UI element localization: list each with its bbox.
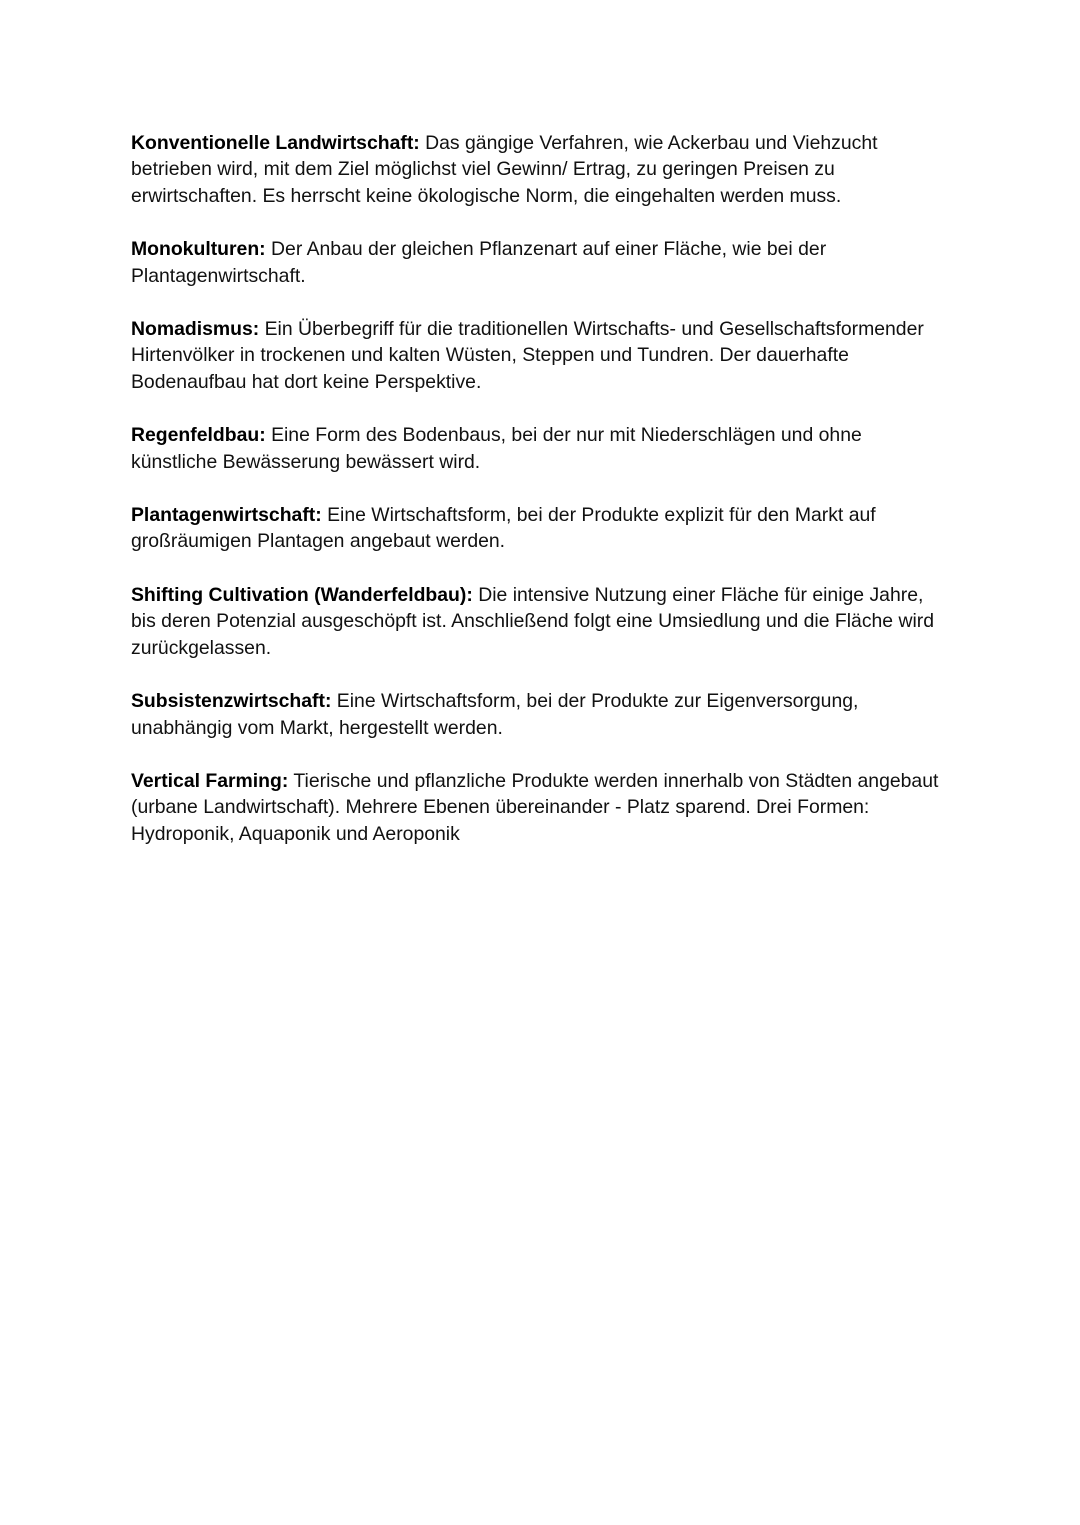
entry-term: Monokulturen: [131, 238, 266, 261]
entry-term: Plantagenwirtschaft: [131, 504, 322, 527]
entry-term: Vertical Farming: [131, 769, 289, 792]
glossary-entry-plantagenwirtschaft [131, 502, 953, 555]
glossary-entry-nomadismus [131, 316, 953, 395]
entry-definition: Der Anbau der gleichen Pflanzenart auf einer Fläche, wie bei der Plantagenwirtschaft. [131, 238, 827, 287]
glossary-entry-monokulturen [131, 236, 953, 289]
entry-term: Konventionelle Landwirtschaft: [131, 132, 420, 154]
glossary-list [131, 130, 953, 874]
glossary-entry-konventionelle-landwirtschaft [131, 130, 953, 209]
entry-definition: Tierische und pflanzliche Produkte werden innerhalb von Städten angebaut (urbane Landwirtschaft). Mehrere Ebenen übereinander - Platz sparend. Drei Formen: Hydroponik, Aquaponik und Aeroponik [131, 769, 939, 845]
entry-definition: Ein Überbegriff für die traditionellen Wirtschafts- und Gesellschaftsformender Hirtenvölker in trockenen und kalten Wüsten, Steppen und Tundren. Der dauerhafte Bodenaufbau hat dort keine Perspektive. [131, 318, 924, 393]
glossary-entry-regenfeldbau [131, 422, 953, 475]
entry-definition: Das gängige Verfahren, wie Ackerbau und Viehzucht betrieben wird, mit dem Ziel möglichst viel Gewinn/ Ertrag, zu geringen Preisen zu erwirtschaften. Es herrscht keine ökologische Norm, die eingehalten werden muss. [131, 132, 878, 207]
entry-definition: Eine Wirtschaftsform, bei der Produkte zur Eigenversorgung, unabhängig vom Markt, hergestellt werden. [131, 690, 859, 739]
entry-definition: Die intensive Nutzung einer Fläche für einige Jahre, bis deren Potenzial ausgeschöpft ist. Anschließend folgt eine Umsiedlung und die Fläche wird zurückgelassen. [131, 583, 935, 659]
entry-term: Subsistenzwirtschaft: [131, 690, 332, 713]
glossary-entry-subsistenzwirtschaft [131, 688, 953, 741]
entry-term: Nomadismus: [131, 318, 260, 341]
entry-definition: Eine Form des Bodenbaus, bei der nur mit Niederschlägen und ohne künstliche Bewässerung bewässert wird. [131, 424, 862, 473]
glossary-entry-shifting-cultivation [131, 582, 953, 661]
entry-term: Regenfeldbau: [131, 424, 266, 447]
glossary-entry-vertical-farming [131, 768, 953, 847]
entry-term: Shifting Cultivation (Wanderfeldbau): [131, 583, 473, 606]
entry-definition: Eine Wirtschaftsform, bei der Produkte explizit für den Markt auf großräumigen Plantagen angebaut werden. [131, 504, 876, 553]
